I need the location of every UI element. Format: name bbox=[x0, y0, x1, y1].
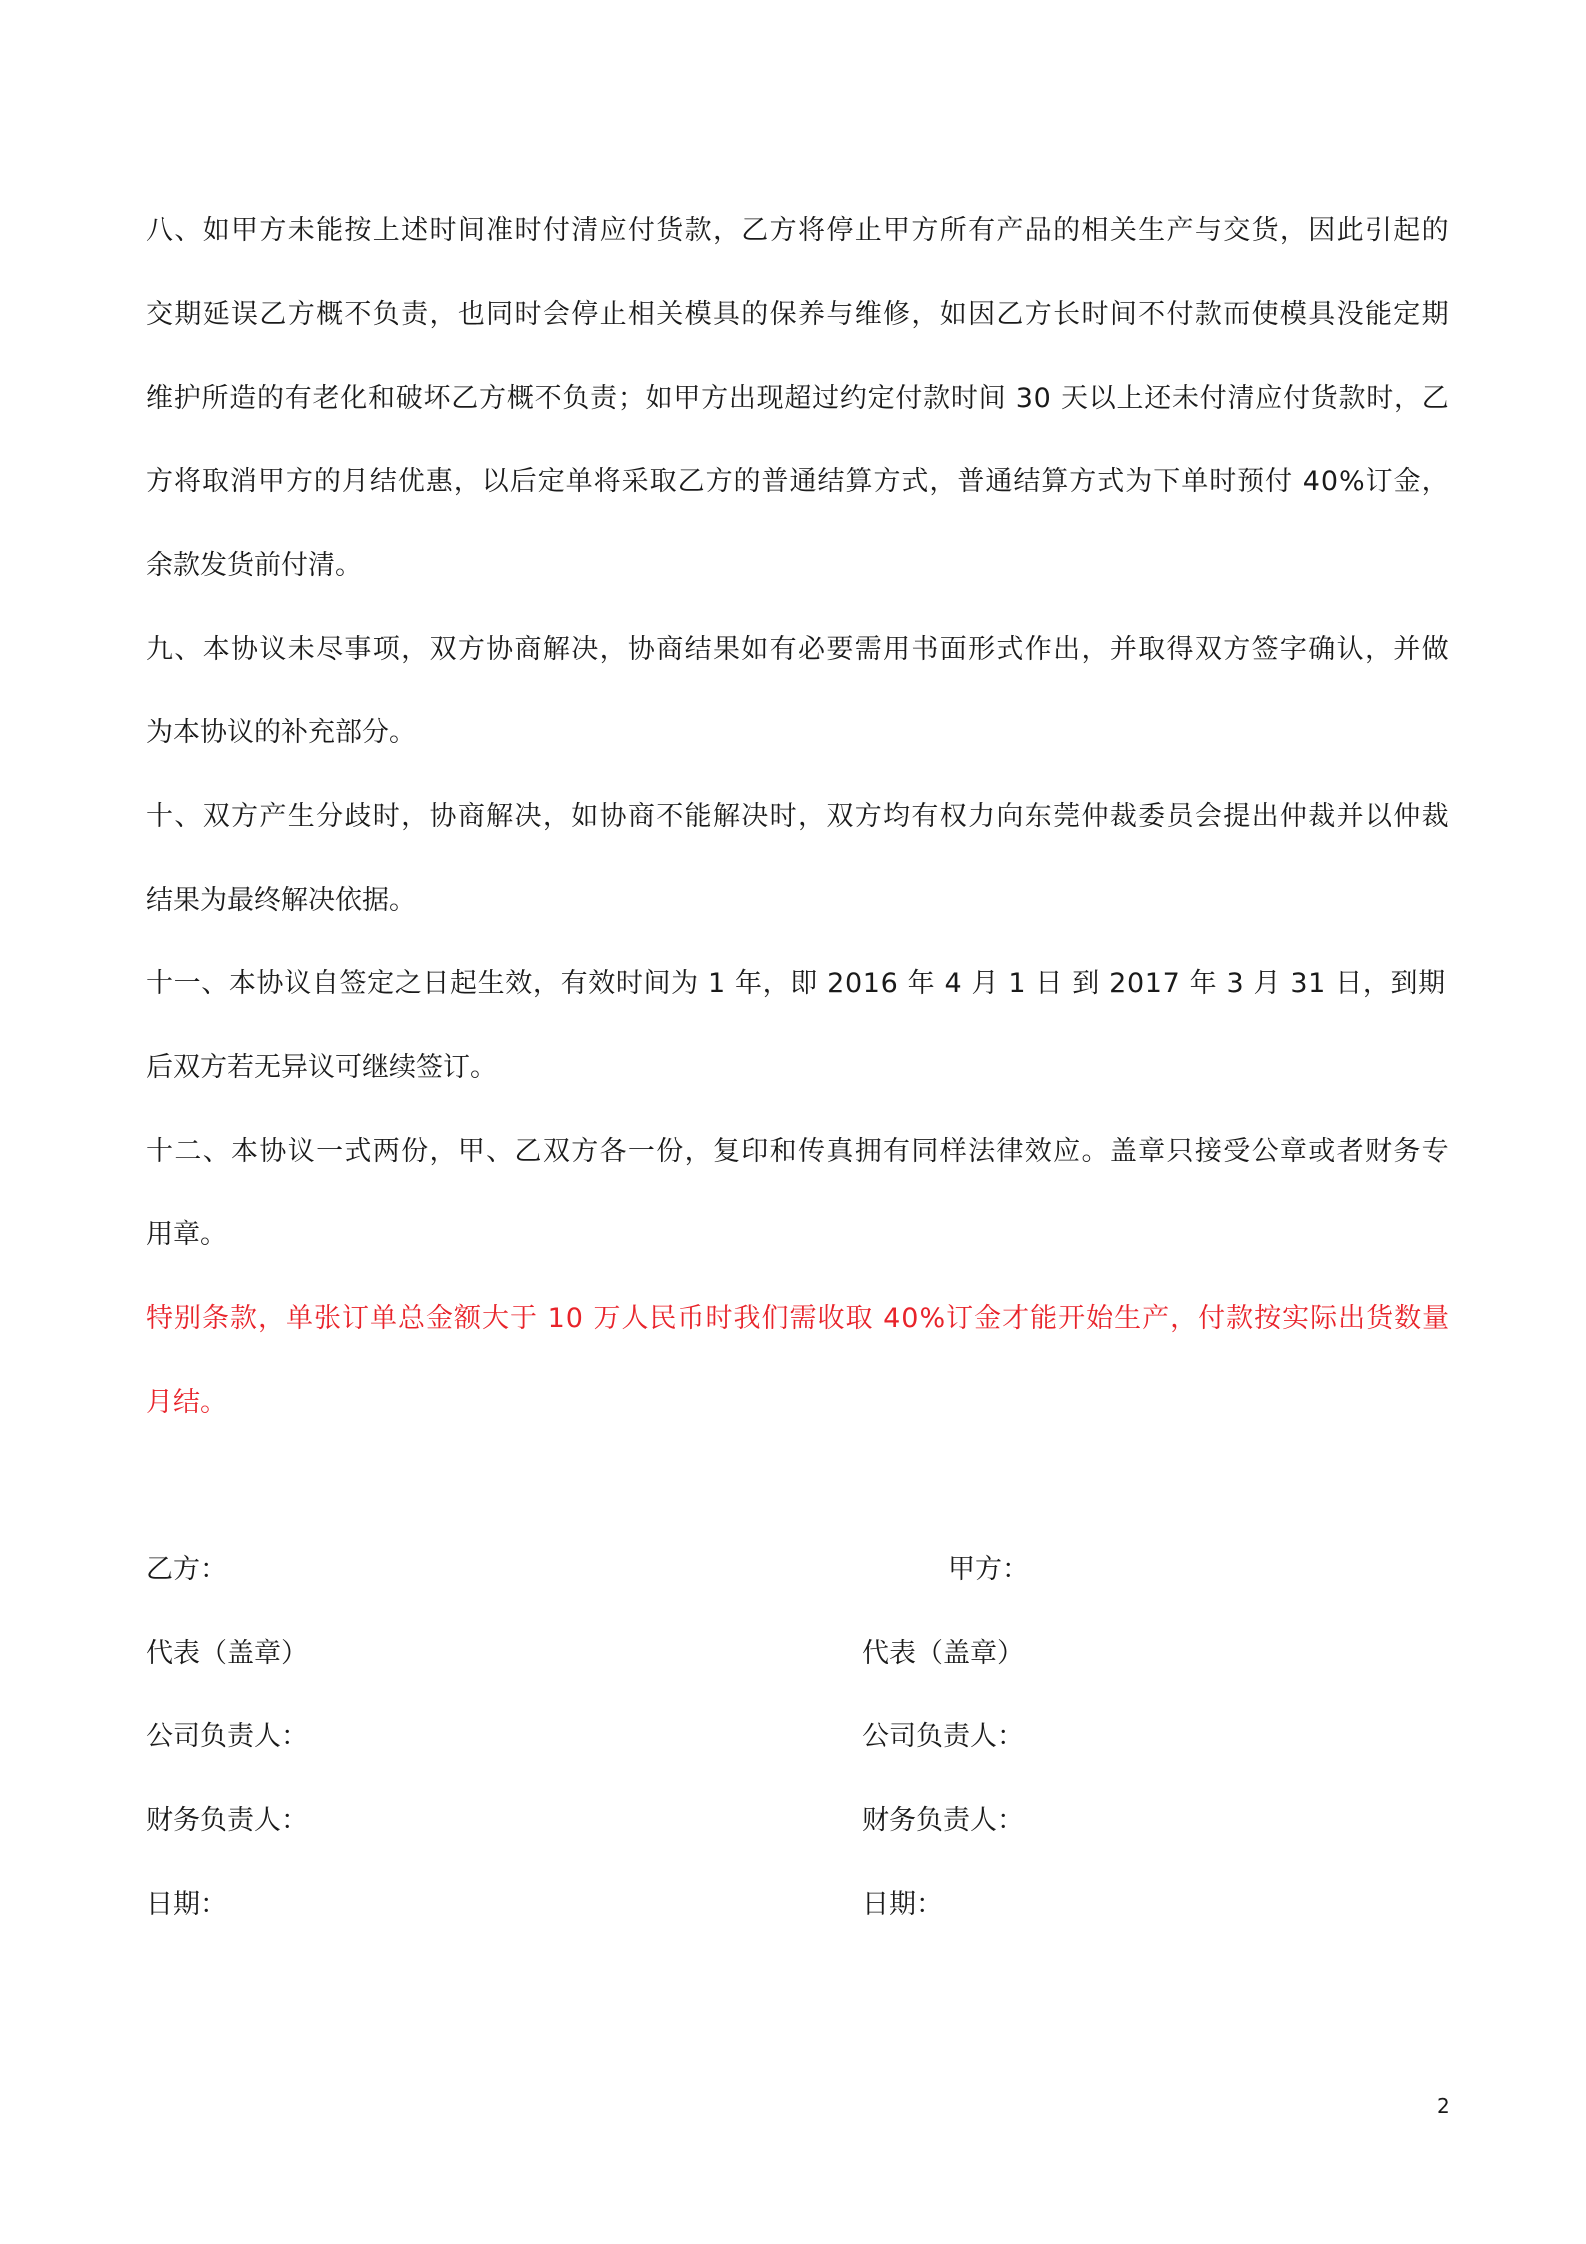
right-company-head-label: 公司负责人： bbox=[862, 1721, 1024, 1752]
clause-8-line-3: 维护所造的有老化和破坏乙方概不负责；如甲方出现超过约定付款时间 30 天以上还未付清应付货款时，乙 bbox=[146, 383, 1450, 414]
clause-9-line-1: 九、本协议未尽事项，双方协商解决，协商结果如有必要需用书面形式作出，并取得双方签字确认，并做 bbox=[146, 634, 1450, 665]
left-finance-head-label: 财务负责人： bbox=[146, 1805, 308, 1836]
page-number: 2 bbox=[1437, 2094, 1450, 2118]
clause-8-line-2: 交期延误乙方概不负责，也同时会停止相关模具的保养与维修，如因乙方长时间不付款而使模具没能定期 bbox=[146, 299, 1450, 330]
clause-11-line-1: 十一、本协议自签定之日起生效，有效时间为 1 年，即 2016 年 4 月 1 日 到 2017 年 3 月 31 日，到期 bbox=[146, 968, 1446, 999]
left-representative-label: 代表（盖章） bbox=[146, 1638, 308, 1669]
special-clause-line-2: 月结。 bbox=[146, 1387, 227, 1418]
clause-8-line-1: 八、如甲方未能按上述时间准时付清应付货款，乙方将停止甲方所有产品的相关生产与交货，因此引起的 bbox=[146, 215, 1450, 246]
clause-12-line-1: 十二、本协议一式两份，甲、乙双方各一份，复印和传真拥有同样法律效应。盖章只接受公章或者财务专 bbox=[146, 1136, 1450, 1167]
party-b-label: 乙方： bbox=[146, 1554, 227, 1585]
right-date-label: 日期： bbox=[862, 1889, 943, 1920]
left-date-label: 日期： bbox=[146, 1889, 227, 1920]
right-finance-head-label: 财务负责人： bbox=[862, 1805, 1024, 1836]
right-representative-label: 代表（盖章） bbox=[862, 1638, 1024, 1669]
clause-8-line-4: 方将取消甲方的月结优惠，以后定单将采取乙方的普通结算方式，普通结算方式为下单时预付 40%订金， bbox=[146, 466, 1450, 497]
clause-10-line-2: 结果为最终解决依据。 bbox=[146, 885, 416, 916]
party-a-label: 甲方： bbox=[948, 1554, 1029, 1585]
clause-8-line-5: 余款发货前付清。 bbox=[146, 550, 362, 581]
clause-12-line-2: 用章。 bbox=[146, 1219, 227, 1250]
clause-9-line-2: 为本协议的补充部分。 bbox=[146, 717, 416, 748]
left-company-head-label: 公司负责人： bbox=[146, 1721, 308, 1752]
special-clause-line-1: 特别条款，单张订单总金额大于 10 万人民币时我们需收取 40%订金才能开始生产，付款按实际出货数量 bbox=[146, 1303, 1451, 1334]
clause-10-line-1: 十、双方产生分歧时，协商解决，如协商不能解决时，双方均有权力向东莞仲裁委员会提出仲裁并以仲裁 bbox=[146, 801, 1450, 832]
clause-11-line-2: 后双方若无异议可继续签订。 bbox=[146, 1052, 497, 1083]
